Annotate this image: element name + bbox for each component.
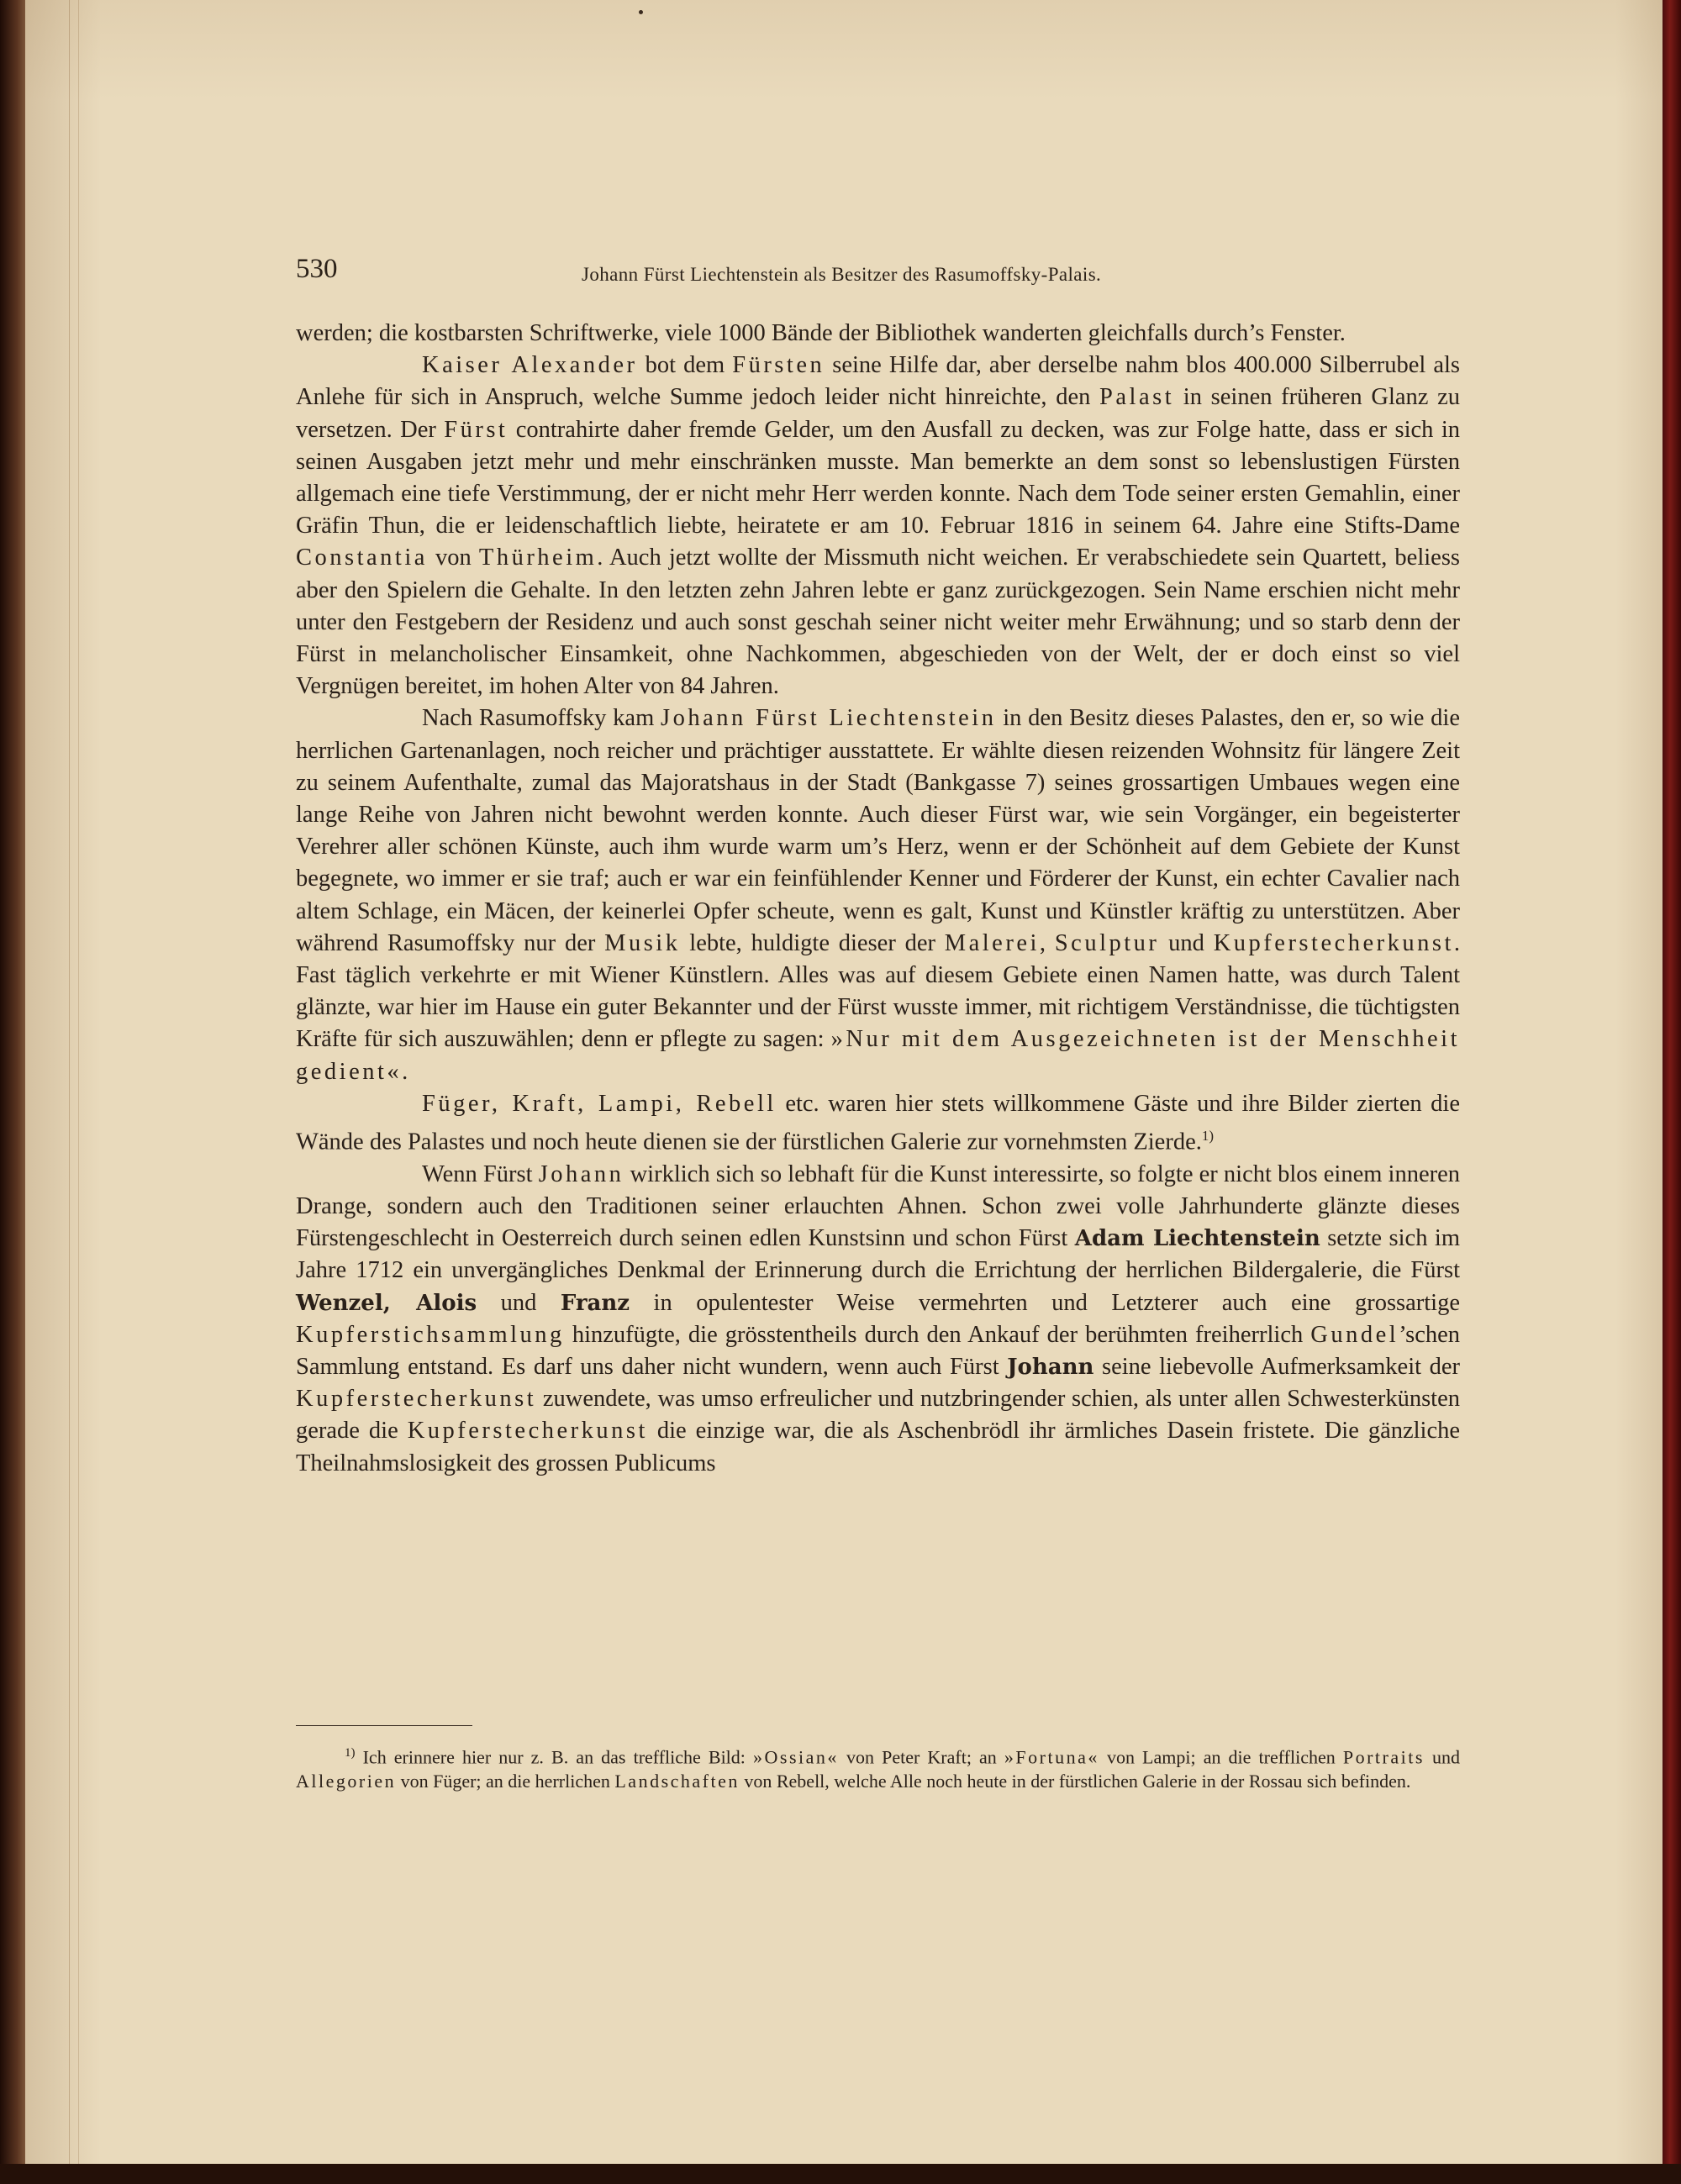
footnote-reference[interactable]: 1) — [1201, 1128, 1215, 1145]
spaced-name: Malerei — [944, 929, 1040, 956]
spaced-name: Kupferstichsammlung — [296, 1321, 565, 1348]
text-run: hinzufügte, die grösstentheils durch den Ankauf der berühmten freiherrlich — [564, 1321, 1311, 1348]
text-run: Ich erinnere hier nur z. B. an das treffliche Bild: — [355, 1746, 754, 1768]
spaced-title: Portraits — [1342, 1746, 1425, 1768]
text-run: . Fast täglich verkehrte er mit Wiener Künstlern. Alles was auf diesem Gebiete einen Namen hatte, was durch Talent glänzte, war hier im Hause ein guter Bekannter und der Fürst wusste immer, mit richtigem Verständnisse, die tüchtigsten Kräfte für sich auszuwählen; denn er pflegte zu sagen: — [296, 929, 1461, 1053]
spaced-name: Fürsten — [732, 352, 825, 379]
spaced-name: Johann Fürst Liechtenstein — [661, 705, 997, 732]
text-run: von Lampi; an die trefflichen — [1099, 1746, 1343, 1768]
text-run: lebte, huldigte dieser der — [680, 929, 945, 956]
spaced-name: Gundel — [1310, 1321, 1399, 1348]
book-left-edge — [0, 0, 29, 2184]
text-run: werden; die kostbarsten Schriftwerke, viele 1000 Bände der Bibliothek wanderten gleichfalls durch’s Fenster. — [296, 320, 1346, 346]
text-run: seine Hilfe dar, aber derselbe nahm blos 400.000 Silberrubel als Anlehe für sich in Anspruch, welche Summe jedoch leider nicht hinreichte, den — [296, 352, 1460, 411]
spaced-quote: »Nur mit dem Ausgezeichneten ist der Menschheit gedient« — [296, 1026, 1461, 1085]
footnote-text — [296, 1741, 1460, 1793]
text-run: Nach Rasumoffsky kam — [422, 705, 661, 732]
text-run: setzte sich im Jahre 1712 ein unvergängliches Denkmal der Erinnerung durch die Errichtung der herrlichen Bildergalerie, die Fürst — [296, 1225, 1460, 1284]
spaced-name: Kupferstecherkunst — [1213, 929, 1454, 956]
spaced-name: Fürst — [444, 416, 509, 443]
spaced-title: »Ossian« — [753, 1746, 839, 1768]
text-run: contrahirte daher fremde Gelder, um den Ausfall zu decken, was zur Folge hatte, dass er sich in seinen Ausgaben jetzt mehr und mehr einschränken musste. Man bemerkte an dem sonst so lebenslustigen Fürsten allgemach eine tiefe Verstimmung, der er nicht mehr Herr werden konnte. Nach dem Tode seiner ersten Gemahlin, einer Gräfin Thun, die er leidenschaftlich liebte, heiratete er am 10. Februar 1816 in seinem 64. Jahre eine Stifts-Dame — [296, 416, 1460, 539]
page-header — [296, 254, 1464, 296]
body-text — [296, 318, 1460, 1480]
fraktur-name: Johann — [1007, 1355, 1094, 1380]
scan-bottom-edge — [0, 2164, 1681, 2184]
spaced-title: Landschaften — [614, 1771, 740, 1792]
text-run: . Auch jetzt wollte der Missmuth nicht weichen. Er verabschiedete sein Quartett, beliess aber den Spielern die Gehalte. In den letzten zehn Jahren lebte er ganz zurückgezogen. Sein Name erschien nicht mehr unter den Festgebern der Residenz und auch sonst geschah seiner nicht weiter mehr Erwähnung; und so starb denn der Fürst in melancholischer Einsamkeit, ohne Nachkommen, abgeschieden von der Welt, der er doch einst so viel Vergnügen bereitet, im hohen Alter von 84 Jahren. — [296, 545, 1461, 700]
running-title: Johann Fürst Liechtenstein als Besitzer des Rasumoffsky-Palais. — [582, 264, 1102, 285]
footnote-rule — [296, 1725, 472, 1726]
paragraph-2 — [296, 350, 1460, 703]
spaced-name: Musik — [604, 929, 681, 956]
fraktur-name: Wenzel, Alois — [296, 1290, 477, 1316]
paragraph-5 — [296, 1159, 1460, 1480]
spaced-name: Thürheim — [478, 545, 598, 571]
text-run: , — [1039, 929, 1055, 956]
text-run: bot dem — [637, 352, 733, 379]
page-number: 530 — [296, 254, 338, 284]
text-run: in seinen früheren Glanz zu versetzen. Der — [296, 384, 1461, 443]
spaced-name: Palast — [1099, 384, 1175, 411]
text-run: . — [402, 1058, 408, 1085]
spaced-name: Constantia — [296, 545, 428, 571]
text-run: von Rebell, welche Alle noch heute in der fürstlichen Galerie in der Rossau sich befinden. — [739, 1771, 1411, 1792]
text-run: und — [477, 1289, 561, 1316]
footnote — [296, 1741, 1460, 1793]
text-run: ’schen Sammlung entstand. Es darf uns daher nicht wundern, wenn auch Fürst — [296, 1321, 1460, 1380]
paragraph-1 — [296, 318, 1460, 350]
fraktur-name: Franz — [560, 1290, 630, 1316]
text-run: von — [427, 545, 479, 571]
spaced-name: Füger, Kraft, Lampi, Rebell — [422, 1090, 777, 1117]
text-run: und — [1424, 1746, 1461, 1768]
text-run: von Peter Kraft; an — [838, 1746, 1004, 1768]
spaced-name: Sculptur — [1054, 929, 1160, 956]
text-run: Wenn Fürst — [422, 1160, 539, 1187]
text-run: von Füger; an die herrlichen — [396, 1771, 615, 1792]
text-run: in den Besitz dieses Palastes, den er, so wie die herrlichen Gartenanlagen, noch reicher und prächtiger ausstattete. Er wählte diesen reizenden Wohnsitz für längere Zeit zu seinem Aufenthalte, zumal das Majoratshaus in der Stadt (Bankgasse 7) seines grossartigen Umbaues wegen eine lange Reihe von Jahren nicht bewohnt werden konnte. Auch dieser Fürst war, wie sein Vorgänger, ein begeisterter Verehrer aller schönen Künste, auch ihm wurde warm um’s Herz, wenn er der Schönheit auf dem Gebiete der Kunst begegnete, wo immer er sie traf; auch er war ein feinfühlender Kenner und Förderer der Kunst, ein echter Cavalier nach altem Schlage, ein Mäcen, der keinerlei Opfer scheute, wenn es galt, Kunst und Künstler kräftig zu unterstützen. Aber während Rasumoffsky nur der — [296, 705, 1460, 956]
paper-speck — [639, 10, 643, 14]
spaced-name: Kaiser Alexander — [422, 352, 638, 379]
book-binding-edge — [1663, 0, 1681, 2184]
text-run: und — [1159, 929, 1214, 956]
spaced-name: Kupferstecherkunst — [407, 1418, 648, 1445]
text-run: die einzige war, die als Aschenbrödl ihr ärmliches Dasein fristete. Die gänzliche Theilnahmslosigkeit des grossen Publicums — [296, 1418, 1461, 1476]
text-run: etc. waren hier stets willkommene Gäste und ihre Bilder zierten die Wände des Palastes und noch heute dienen sie der fürstlichen Galerie zur vornehmsten Zierde. — [296, 1090, 1460, 1155]
text-run: seine liebevolle Aufmerksamkeit der — [1093, 1354, 1460, 1380]
spaced-title: Allegorien — [296, 1771, 397, 1792]
footnote-mark: 1) — [345, 1746, 356, 1760]
text-run: zuwendete, was umso erfreulicher und nutzbringender schien, als unter allen Schwesterkünsten gerade die — [296, 1386, 1460, 1445]
spaced-name: Johann — [538, 1160, 624, 1187]
spaced-name: Kupferstecherkunst — [296, 1386, 537, 1413]
paragraph-3 — [296, 703, 1460, 1087]
spaced-title: »Fortuna« — [1004, 1746, 1099, 1768]
text-run: in opulentester Weise vermehrten und Letzterer auch eine grossartige — [630, 1289, 1460, 1316]
page-stack-edge — [69, 0, 79, 2164]
paragraph-4 — [296, 1088, 1460, 1159]
text-run: wirklich sich so lebhaft für die Kunst interessirte, so folgte er nicht blos einem inneren Drange, sondern auch den Traditionen seiner erlauchten Ahnen. Schon zwei volle Jahrhunderte glänzte dieses Fürstengeschlecht in Oesterreich durch seinen edlen Kunstsinn und schon Fürst — [296, 1160, 1460, 1252]
fraktur-name: Adam Liechtenstein — [1074, 1226, 1320, 1252]
